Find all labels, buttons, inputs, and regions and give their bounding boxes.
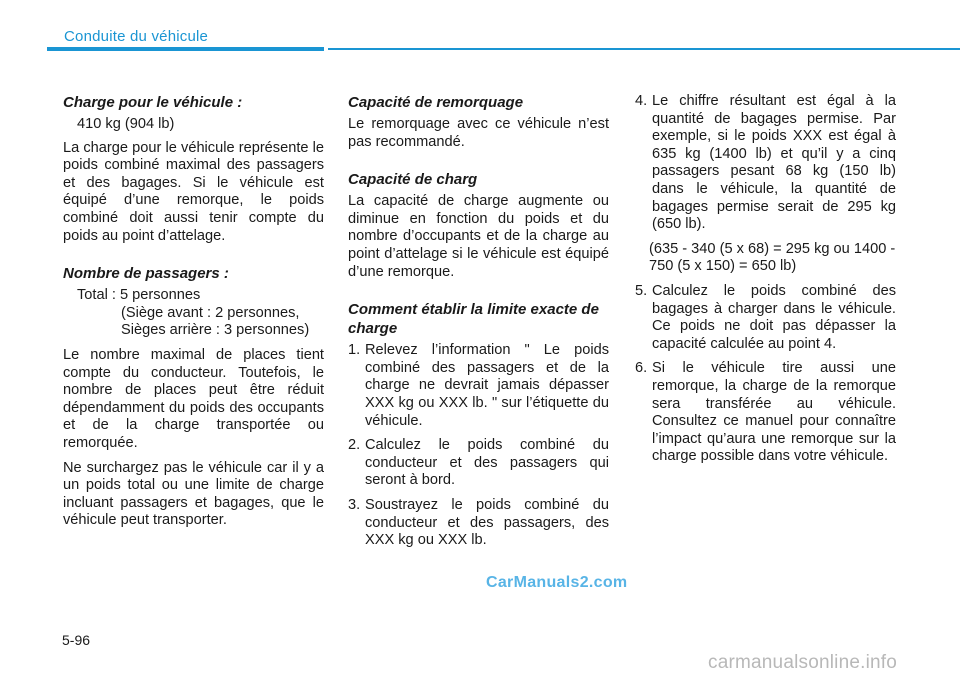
list-item — [635, 93, 896, 234]
heading-vehicle-load: Charge pour le véhicule : — [63, 94, 243, 111]
list-text: Si le véhicule tire aussi une remorque, la charge de la remorque sera transférée au véhicule. Consultez ce manuel pour connaître l’impact qu’aura une remorque sur la charge possible dans votre véhicule. — [652, 360, 896, 465]
header-rule-thick — [47, 47, 324, 51]
heading-load-limit: Comment établir la limite exacte de charge — [348, 301, 599, 338]
paragraph-overload-warning: Ne surchargez pas le véhicule car il y a un poids total ou une limite de charge incluant passagers et bagages, que le véhicule peut transporter. — [63, 459, 324, 529]
list-text: Calculez le poids combiné des bagages à charger dans le véhicule. Ce poids ne doit pas dépasser la capacité calculée au point 4. — [652, 282, 896, 352]
list-text: Le chiffre résultant est égal à la quantité de bagages permise. Par exemple, si le poids XXX est égal à 635 kg (1400 lb) et qu’il y a cinq passagers pesant 68 kg (150 lb) dans le véhicule, la quantité de bagages permise serait de 295 kg (650 lb). — [652, 93, 896, 233]
list-item — [635, 283, 896, 353]
list-number: 6. — [635, 360, 648, 377]
list-item — [348, 497, 609, 550]
calculation-example: (635 - 340 (5 x 68) = 295 kg ou 1400 - 750 (5 x 150) = 650 lb) — [649, 240, 896, 275]
heading-passenger-count: Nombre de passagers : — [63, 265, 229, 283]
column-middle — [348, 93, 609, 557]
header-rule-thin — [328, 48, 960, 50]
footer-watermark: carmanualsonline.info — [708, 652, 898, 673]
passenger-rear: Sièges arrière : 3 personnes) — [121, 322, 310, 339]
list-item — [348, 437, 609, 490]
passenger-total: Total : 5 personnes — [77, 287, 201, 304]
load-weight: 410 kg (904 lb) — [77, 116, 175, 132]
list-text: Relevez l’information " Le poids combiné des passagers et de la charge ne devrait jamais dépasser XXX kg ou XXX lb. " sur l’étiquette du véhicule. — [365, 342, 609, 429]
list-number: 1. — [348, 342, 361, 359]
list-number: 4. — [635, 93, 648, 109]
page-number: 5-96 — [62, 632, 91, 648]
list-number: 5. — [635, 282, 648, 299]
watermark-link[interactable]: CarManuals2.com — [486, 574, 628, 591]
column-right — [635, 93, 896, 473]
list-text: Calculez le poids combiné du conducteur et des passagers qui seront à bord. — [365, 437, 609, 489]
list-number: 2. — [348, 437, 361, 454]
column-left — [63, 93, 324, 537]
list-item — [635, 360, 896, 466]
paragraph-towing: Le remorquage avec ce véhicule n’est pas recommandé. — [348, 116, 609, 150]
paragraph-load-capacity: La capacité de charge augmente ou diminue en fonction du poids et du nombre d’occupants et de la charge au point d’attelage si le véhicule est équipé d’une remorque. — [348, 193, 609, 280]
list-item — [348, 342, 609, 430]
paragraph-vehicle-load: La charge pour le véhicule représente le poids combiné maximal des passagers et des bagages. Si le véhicule est équipé d’une remorque, le poids combiné doit aussi tenir compte du poids au point d’attelage. — [63, 139, 324, 244]
section-title: Conduite du véhicule — [64, 28, 209, 45]
heading-load-capacity: Capacité de charg — [348, 171, 478, 189]
heading-towing-capacity: Capacité de remorquage — [348, 94, 524, 111]
list-text: Soustrayez le poids combiné du conducteur et des passagers, des XXX kg ou XXX lb. — [365, 496, 609, 549]
paragraph-max-seats: Le nombre maximal de places tient compte du conducteur. Toutefois, le nombre de places peut être réduit dépendamment du poids des occupants et de la charge transportée ou remorquée. — [63, 346, 324, 451]
passenger-front: (Siège avant : 2 personnes, — [121, 304, 300, 321]
list-number: 3. — [348, 496, 361, 513]
